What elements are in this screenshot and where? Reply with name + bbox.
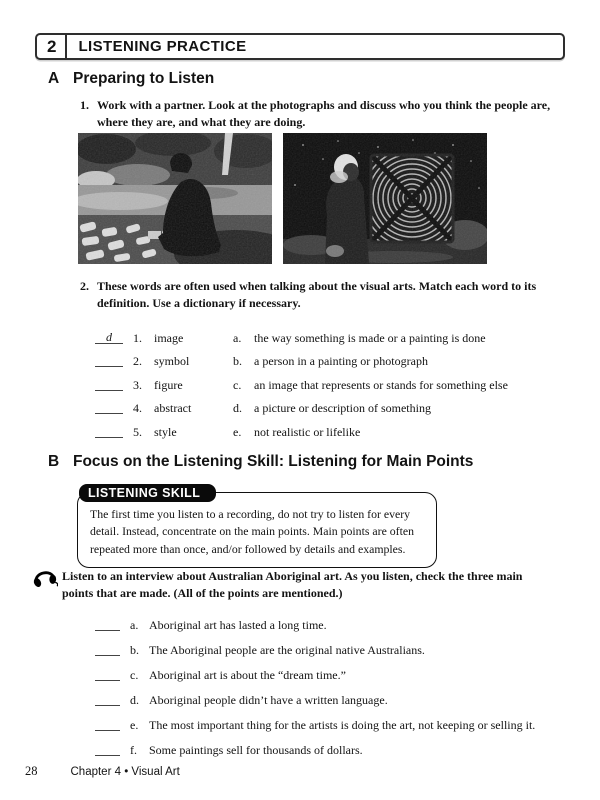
exercise-2 [80,278,555,312]
definition: an image that represents or stands for something else [254,377,508,392]
checklist-item [95,708,565,733]
answer-blank-3[interactable] [95,390,123,391]
section-b-letter: B [48,453,60,470]
answer-blank-4[interactable] [95,413,123,414]
checklist-item [95,633,565,658]
matching-row [95,322,565,346]
term: abstract [154,401,192,415]
page-number: 28 [25,764,38,778]
term-number: 3. [133,377,142,392]
check-blank-e[interactable] [95,730,120,731]
item-letter: e. [130,718,139,732]
check-blank-a[interactable] [95,630,120,631]
item-letter: c. [130,668,139,682]
unit-header [35,33,565,60]
definition: a picture or description of something [254,401,431,415]
checklist-item [95,733,565,758]
definition-letter: c. [233,377,242,392]
exercise-2-number: 2. [80,279,89,293]
term-number: 5. [133,424,142,439]
section-b-heading [48,453,473,471]
check-blank-f[interactable] [95,755,120,756]
check-blank-c[interactable] [95,680,120,681]
listening-task [31,568,554,602]
unit-title: LISTENING PRACTICE [78,38,247,55]
item-letter: f. [130,743,137,757]
written-answer: d [106,329,112,344]
item-text: Aboriginal people didn’t have a written language. [149,693,388,707]
definition: not realistic or lifelike [254,424,361,439]
term-number: 4. [133,401,142,415]
section-a-heading [48,70,214,88]
item-text: The most important thing for the artists is doing the art, not keeping or selling it. [149,718,536,732]
checklist-item [95,658,565,683]
item-text: Aboriginal art has lasted a long time. [149,618,327,632]
matching-row [95,416,565,440]
item-letter: a. [130,618,139,632]
listening-task-instruction: Listen to an interview about Australian Aboriginal art. As you listen, check the three main points that are made. (All of the points are mentioned.) [62,569,523,601]
exercise-1-instruction: Work with a partner. Look at the photographs and discuss who you think the people are, where they are, and what they are doing. [97,98,551,130]
definition-letter: a. [233,330,242,345]
definition: a person in a painting or photograph [254,354,428,368]
headphones-icon [31,566,58,590]
term: image [154,330,184,345]
exercise-2-instruction: These words are often used when talking about the visual arts. Match each word to its definition. Use a dictionary if necessary. [97,279,537,311]
section-b-title: Focus on the Listening Skill: Listening for Main Points [73,453,474,470]
term: style [154,424,177,439]
listening-skill-label: LISTENING SKILL [79,484,216,502]
matching-exercise [95,322,565,440]
matching-row [95,346,565,370]
check-blank-d[interactable] [95,705,120,706]
term: symbol [154,354,190,368]
matching-row [95,393,565,417]
main-points-checklist [95,608,565,758]
listening-skill-text: The first time you listen to a recording, do not try to listen for every detail. Instead, concentrate on the main points. Main points are often repeated more than once, and/or followed by details and examples. [90,507,414,556]
chapter-label: Chapter 4 • Visual Art [70,766,180,778]
photo-artist-painting-on-ground [78,133,272,264]
term-number: 1. [133,330,142,345]
item-text: Some paintings sell for thousands of dollars. [149,743,363,757]
listening-skill-box [77,486,437,568]
definition-letter: b. [233,354,242,368]
matching-row [95,369,565,393]
item-letter: b. [130,643,139,657]
photo-row [78,133,487,264]
answer-blank-2[interactable] [95,366,123,367]
answer-blank-5[interactable] [95,437,123,438]
definition-letter: d. [233,401,242,415]
definition-letter: e. [233,424,242,439]
check-blank-b[interactable] [95,655,120,656]
item-text: The Aboriginal people are the original native Australians. [149,643,425,657]
term-number: 2. [133,354,142,368]
exercise-1-number: 1. [80,98,89,112]
term: figure [154,377,183,392]
definition: the way something is made or a painting is done [254,330,486,345]
checklist-item [95,608,565,633]
checklist-item [95,683,565,708]
item-text: Aboriginal art is about the “dream time.” [149,668,346,682]
exercise-1 [80,97,555,131]
item-letter: d. [130,693,139,707]
section-a-title: Preparing to Listen [73,70,215,87]
unit-number: 2 [47,36,57,56]
page-footer [25,764,180,779]
photo-artist-with-circle-artwork [283,133,487,264]
answer-blank-1[interactable] [95,331,123,344]
section-a-letter: A [48,70,60,87]
